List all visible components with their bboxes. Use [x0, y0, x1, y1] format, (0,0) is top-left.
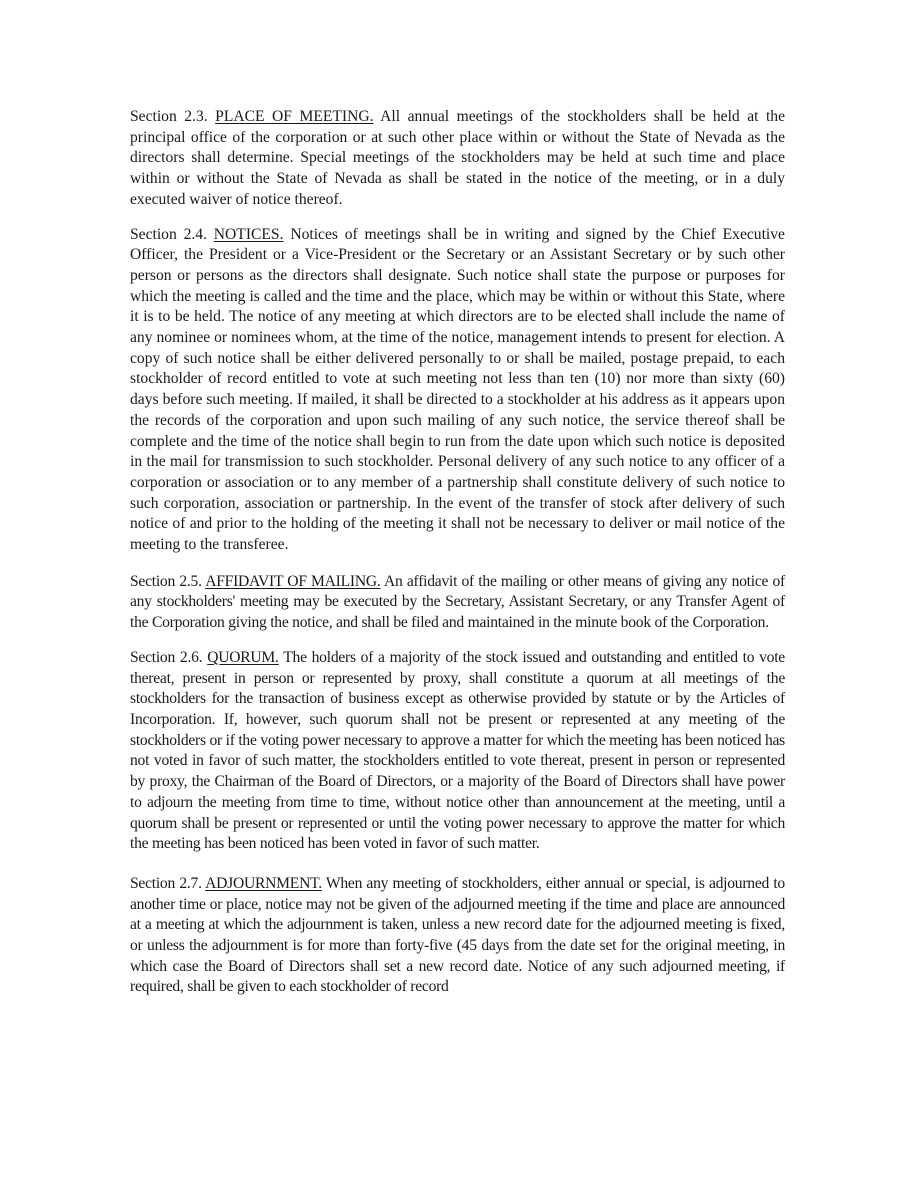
- section-number: Section 2.3.: [130, 108, 208, 125]
- section-body: The holders of a majority of the stock issued and outstanding and entitled to vote thereat, present in person or represented by proxy, shall constitute a quorum at all meetings of the stockholders for the transaction of business except as otherwise provided by statute or by the Articles of Incorporation. If, however, such quorum shall not be present or represented at any meeting of the stockholders or if the voting power necessary to approve a matter for which the meeting has been noticed has not voted in favor of such matter, the stockholders entitled to vote thereat, present in person or represented by proxy, the Chairman of the Board of Directors, or a majority of the Board of Directors shall have power to adjourn the meeting from time to time, without notice other than announcement at the meeting, until a quorum shall be present or represented or until the voting power necessary to approve the matter for which the meeting has been noticed has been voted in favor of such matter.: [130, 648, 785, 853]
- section-number: Section 2.7.: [130, 874, 202, 892]
- section-body: Notices of meetings shall be in writing and signed by the Chief Executive Officer, the President or a Vice-President or the Secretary or an Assistant Secretary or by such other person or persons as the directors shall designate. Such notice shall state the purpose or purposes for which the meeting is called and the time and the place, which may be within or without this State, where it is to be held. The notice of any meeting at which directors are to be elected shall include the name of any nominee or nominees whom, at the time of the notice, management intends to present for election. A copy of such notice shall be either delivered personally to or shall be mailed, postage prepaid, to each stockholder of record entitled to vote at such meeting not less than ten (10) nor more than sixty (60) days before such meeting. If mailed, it shall be directed to a stockholder at his address as it appears upon the records of the corporation and upon such mailing of any such notice, the service thereof shall be complete and the time of the notice shall begin to run from the date upon which such notice is deposited in the mail for transmission to such stockholder. Personal delivery of any such notice to any officer of a corporation or association or to any member of a partnership shall constitute delivery of such notice to such corporation, association or partnership. In the event of the transfer of stock after delivery of such notice of and prior to the holding of the meeting it shall not be necessary to deliver or mail notice of the meeting to the transferee.: [130, 225, 785, 554]
- section-number: Section 2.4.: [130, 225, 207, 243]
- section-2-7: [130, 874, 785, 998]
- section-2-6: [130, 648, 785, 855]
- section-heading: QUORUM.: [207, 648, 279, 666]
- section-2-4: [130, 225, 785, 556]
- section-2-3: [130, 107, 785, 211]
- section-heading: PLACE OF MEETING.: [215, 108, 374, 125]
- section-body: When any meeting of stockholders, either annual or special, is adjourned to another time or place, notice may not be given of the adjourned meeting if the time and place are announced at a meeting at which the adjournment is taken, unless a new record date for the adjourned meeting is fixed, or unless the adjournment is for more than forty-five (45 days from the date set for the original meeting, in which case the Board of Directors shall set a new record date. Notice of any such adjourned meeting, if required, shall be given to each stockholder of record: [130, 874, 785, 996]
- section-body: An affidavit of the mailing or other means of giving any notice of any stockholders' meeting may be executed by the Secretary, Assistant Secretary, or any Transfer Agent of the Corporation giving the notice, and shall be filed and maintained in the minute book of the Corporation.: [130, 572, 785, 632]
- section-2-5: [130, 572, 785, 634]
- section-heading: ADJOURNMENT.: [205, 874, 322, 892]
- section-heading: AFFIDAVIT OF MAILING.: [205, 572, 381, 590]
- document-page: [130, 107, 785, 1012]
- section-heading: NOTICES.: [213, 225, 284, 243]
- section-body: All annual meetings of the stockholders shall be held at the principal office of the corporation or at such other place within or without the State of Nevada as the directors shall determine. Special meetings of the stockholders may be held at such time and place within or without the State of Nevada as shall be stated in the notice of the meeting, or in a duly executed waiver of notice thereof.: [130, 108, 785, 208]
- section-number: Section 2.5.: [130, 572, 202, 590]
- section-number: Section 2.6.: [130, 648, 203, 666]
